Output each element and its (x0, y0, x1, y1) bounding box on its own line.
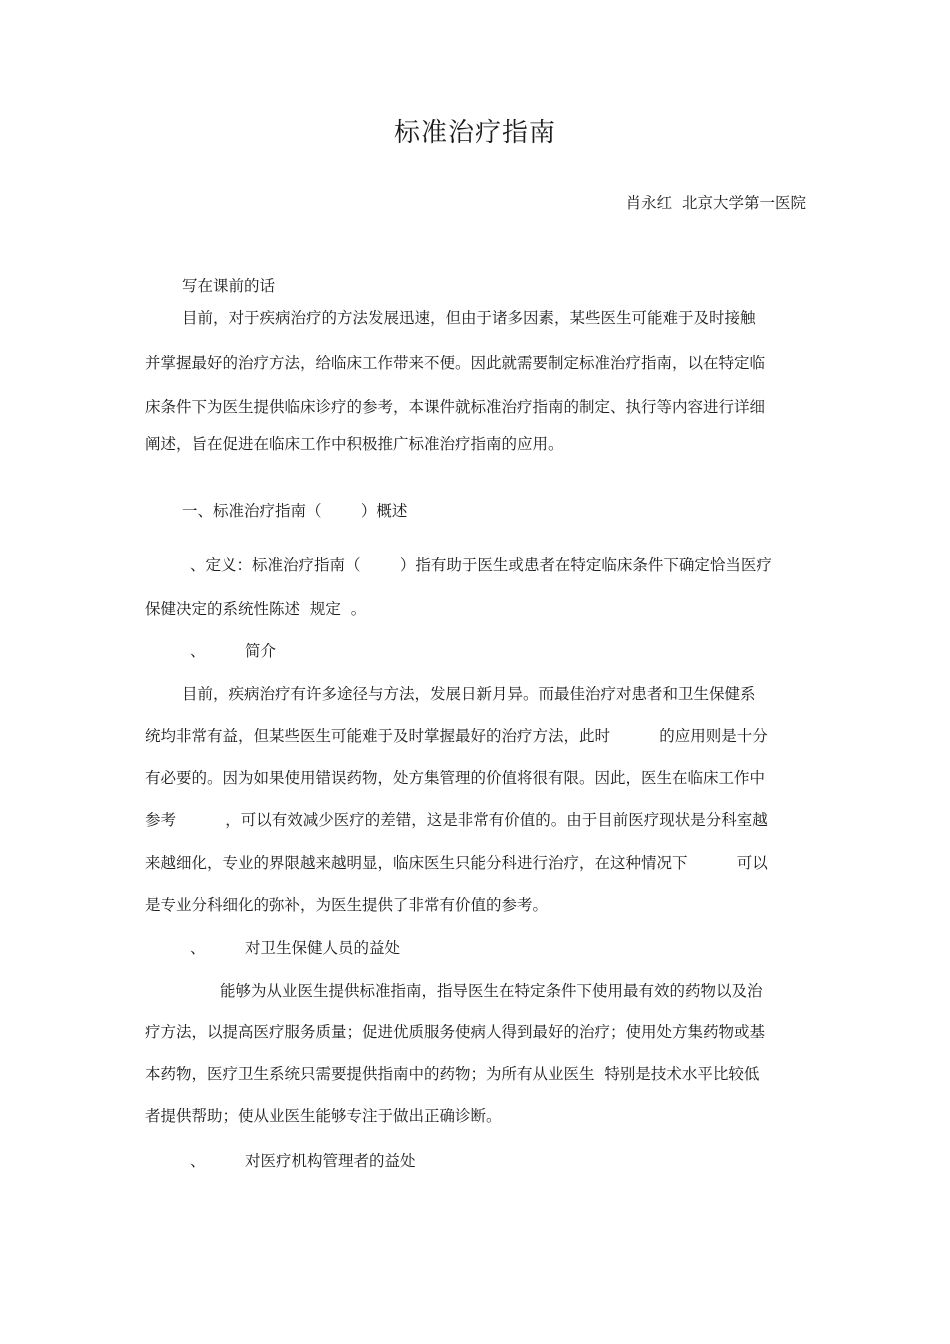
paragraph-line: 阐述，旨在促进在临床工作中积极推广标准治疗指南的应用。 (145, 435, 564, 453)
paragraph-line: 参考 ，可以有效减少医疗的差错，这是非常有价值的。由于目前医疗现状是分科室越 (145, 811, 768, 829)
paragraph-line: 是专业分科细化的弥补，为医生提供了非常有价值的参考。 (145, 896, 549, 914)
subsection-mark: 、 (190, 1152, 206, 1170)
paragraph-line: 目前，疾病治疗有许多途径与方法，发展日新月异。而最佳治疗对患者和卫生保健系 (182, 685, 756, 703)
paragraph-line: 有必要的。因为如果使用错误药物，处方集管理的价值将很有限。因此，医生在临床工作中 (145, 769, 766, 787)
paragraph-line: 统均非常有益，但某些医生可能难于及时掌握最好的治疗方法，此时 的应用则是十分 (145, 727, 768, 745)
paragraph-line: 床条件下为医生提供临床诊疗的参考，本课件就标准治疗指南的制定、执行等内容进行详细 (145, 398, 766, 416)
preface-heading: 写在课前的话 (182, 277, 276, 295)
paragraph-line: 并掌握最好的治疗方法，给临床工作带来不便。因此就需要制定标准治疗指南，以在特定临 (145, 354, 766, 372)
paragraph-line: 者提供帮助；使从业医生能够专注于做出正确诊断。 (145, 1107, 502, 1125)
paragraph-line: 能够为从业医生提供标准指南，指导医生在特定条件下使用最有效的药物以及治 (220, 982, 763, 1000)
subsection-mark: 、 (190, 642, 206, 660)
subsection-heading: 对医疗机构管理者的益处 (245, 1152, 416, 1170)
paragraph-line: 疗方法，以提高医疗服务质量；促进优质服务使病人得到最好的治疗；使用处方集药物或基 (145, 1023, 766, 1041)
subsection-mark: 、 (190, 939, 206, 957)
subsection-heading: 简介 (245, 642, 277, 660)
paragraph-line: 目前，对于疾病治疗的方法发展迅速，但由于诸多因素，某些医生可能难于及时接触 (182, 309, 756, 327)
author-line: 肖永红 北京大学第一医院 (625, 194, 806, 212)
subsection-heading: 对卫生保健人员的益处 (245, 939, 401, 957)
definition-line: 保健决定的系统性陈述 规定 。 (145, 600, 367, 618)
document-title: 标准治疗指南 (393, 118, 556, 148)
definition-line: 、定义：标准治疗指南（ ）指有助于医生或患者在特定临床条件下确定恰当医疗 (190, 556, 772, 574)
paragraph-line: 本药物，医疗卫生系统只需要提供指南中的药物；为所有从业医生 特别是技术水平比较低 (145, 1065, 760, 1083)
paragraph-line: 来越细化，专业的界限越来越明显，临床医生只能分科进行治疗，在这种情况下 可以 (145, 854, 768, 872)
section-heading: 一、标准治疗指南（ ）概述 (182, 502, 408, 520)
